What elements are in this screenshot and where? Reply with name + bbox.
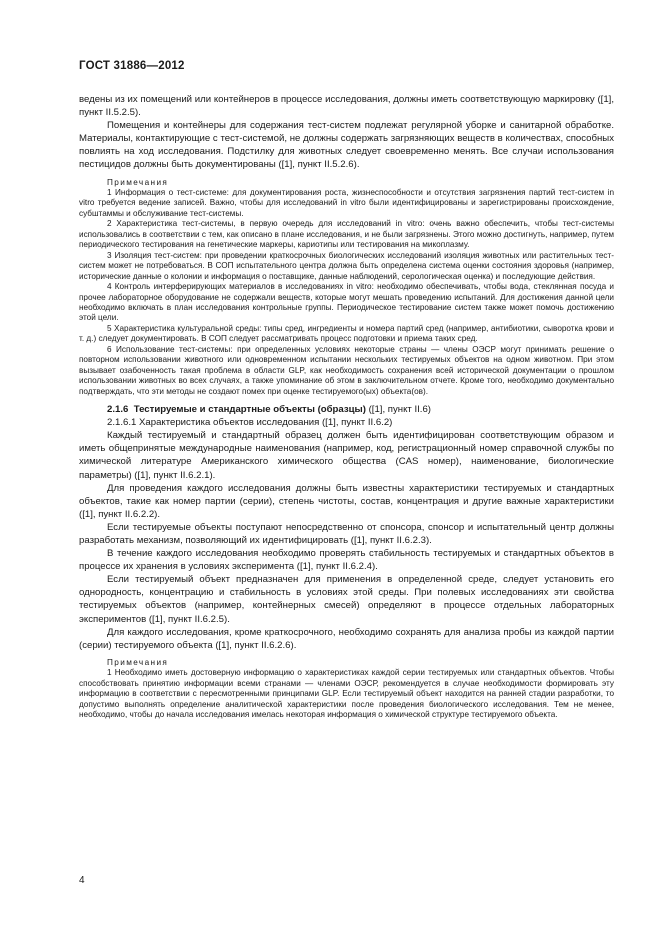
note-1: 1 Информация о тест-системе: для документирования роста, жизнеспособности и отсутствия загрязнения партий тест-систем in vitro требуется ведение записей. Важно, чтобы для исследований in vitro были идентифицированы и зарегистрированы происхождение, субштаммы и обслуживание тест-системы.	[79, 188, 614, 218]
subsection-heading: 2.1.6.1 Характеристика объектов исследования ([1], пункт II.6.2)	[107, 417, 393, 429]
note-4: 4 Контроль интерферирующих материалов в исследованиях in vitro: необходимо обеспечивать, чтобы вода, стеклянная посуда и прочее лабораторное оборудование не содержали веществ, которые могут мешать проведению испытаний. Для достижения данной цели необходимо включать в план исследования контрольные группы. Периодическое тестирование систем также может помочь достижению этой цели.	[79, 282, 614, 323]
document-body	[79, 93, 614, 721]
paragraph-identification: Каждый тестируемый и стандартный образец должен быть идентифицирован соответствующим образом и иметь общепринятые международные наименования (например, код, регистрационный номер справочной службы по химической литературе Американского химического общества (CAS номер), наименование, биологические параметры) ([1], пункт II.6.2.1).	[79, 430, 614, 481]
section-heading	[79, 403, 614, 416]
page-number: 4	[79, 875, 85, 886]
paragraph-samples: Для каждого исследования, кроме краткосрочного, необходимо сохранять для анализа пробы из каждой партии (серии) тестируемого объекта ([1], пункт II.6.2.6).	[79, 626, 614, 651]
note-5: 5 Характеристика культуральной среды: типы сред, ингредиенты и номера партий сред (например, антибиотики, сыворотка крови и т. д.) следует документировать. В СОП следует рассматривать процесс подготовки и приема таких сред.	[79, 323, 614, 344]
section-title: Тестируемые и стандартные объекты (образцы)	[133, 404, 366, 416]
note-2: 2 Характеристика тест-системы, в первую очередь для исследований in vitro: очень важно обеспечить, чтобы тест-системы использовались в соответствии с тем, как описано в плане исследования, и не были загрязнены. Этого можно достигнуть, например, путем периодического тестирования на генетические маркеры, кариотипы или тестирования на микоплазму.	[79, 219, 614, 250]
paragraph-sponsor: Если тестируемые объекты поступают непосредственно от спонсора, спонсор и испытательный центр должны разработать механизм, позволяющий их идентифицировать ([1], пункт II.6.2.3).	[79, 521, 614, 547]
notes-heading-2: Примечания	[107, 657, 169, 667]
paragraph-stability: В течение каждого исследования необходимо проверять стабильность тестируемых и стандартных объектов в процессе их хранения в условиях эксперимента ([1], пункт II.6.2.4).	[79, 548, 614, 573]
section-number: 2.1.6	[107, 404, 129, 416]
paragraph-premises: Помещения и контейнеры для содержания тест-систем подлежат регулярной уборке и санитарной обработке. Материалы, контактирующие с тест-системой, не должны содержать загрязняющих веществ в количествах, способных повлиять на ход исследования. Подстилку для животных следует своевременно менять. Все случаи использования пестицидов должны быть документированы ([1], пункт II.5.2.6).	[79, 120, 614, 171]
paragraph-continuation: ведены из их помещений или контейнеров в процессе исследования, должны иметь соответствующую маркировку ([1], пункт II.5.2.5).	[79, 94, 614, 119]
paragraph-homogeneity: Если тестируемый объект предназначен для применения в определенной среде, следует установить его однородность, концентрацию и стабильность в условиях этой среды. При полевых исследованиях эти свойства тестируемых объектов (например, контейнерных смесей) определяют в процессе отдельных лабораторных экспериментов ([1], пункт II.6.2.5).	[79, 574, 614, 625]
note-2-1: 1 Необходимо иметь достоверную информацию о характеристиках каждой серии тестируемых или стандартных объектов. Чтобы способствовать принятию информации всеми странами — членами ОЭСР, рекомендуется в случае необходимости формировать эту информацию в соответствии с пересмотренными принципами GLP. Если тестируемый объект находится на ранней стадии разработки, то допустимо выполнять определение аналитической характеристики после проведения биологического исследования. Тем не менее, необходимо, чтобы до начала исследования имелась некоторая информация о химической структуре тестируемого объекта.	[79, 668, 614, 720]
paragraph-characteristics: Для проведения каждого исследования должны быть известны характеристики тестируемых и стандартных объектов, такие как номер партии (серии), степень чистоты, состав, концентрация и другие важные характеристики ([1], пункт II.6.2.2).	[79, 482, 614, 520]
note-3: 3 Изоляция тест-систем: при проведении краткосрочных биологических исследований изоляция животных или растительных тест-систем может не потребоваться. В СОП испытательного центра должна быть определена система оценки состояния здоровья (например, исторические данные о колонии и информация о поставщике, данные наблюдений, серологическая оценка) и последующие действия.	[79, 250, 614, 281]
page-header-standard-number: ГОСТ 31886—2012	[79, 60, 185, 72]
notes-heading: Примечания	[107, 177, 169, 187]
note-6: 6 Использование тест-системы: при определенных условиях некоторые страны — члены ОЭСР могут принимать решение о повторном использовании животного или одновременном испытании нескольких тестируемых объектов на одном животном. При этом вызывает озабоченность такая проблема в области GLP, как необходимость сохранения всей исторической документации о прошлом использовании животных во всех случаях, а также упоминание об этом в заключительном отчете. Кроме того, необходимо документально подтверждать, что эти методы не создают помех при оценке тестируемого(ых) объекта(ов).	[79, 344, 614, 396]
section-ref: ([1], пункт II.6)	[368, 404, 431, 416]
